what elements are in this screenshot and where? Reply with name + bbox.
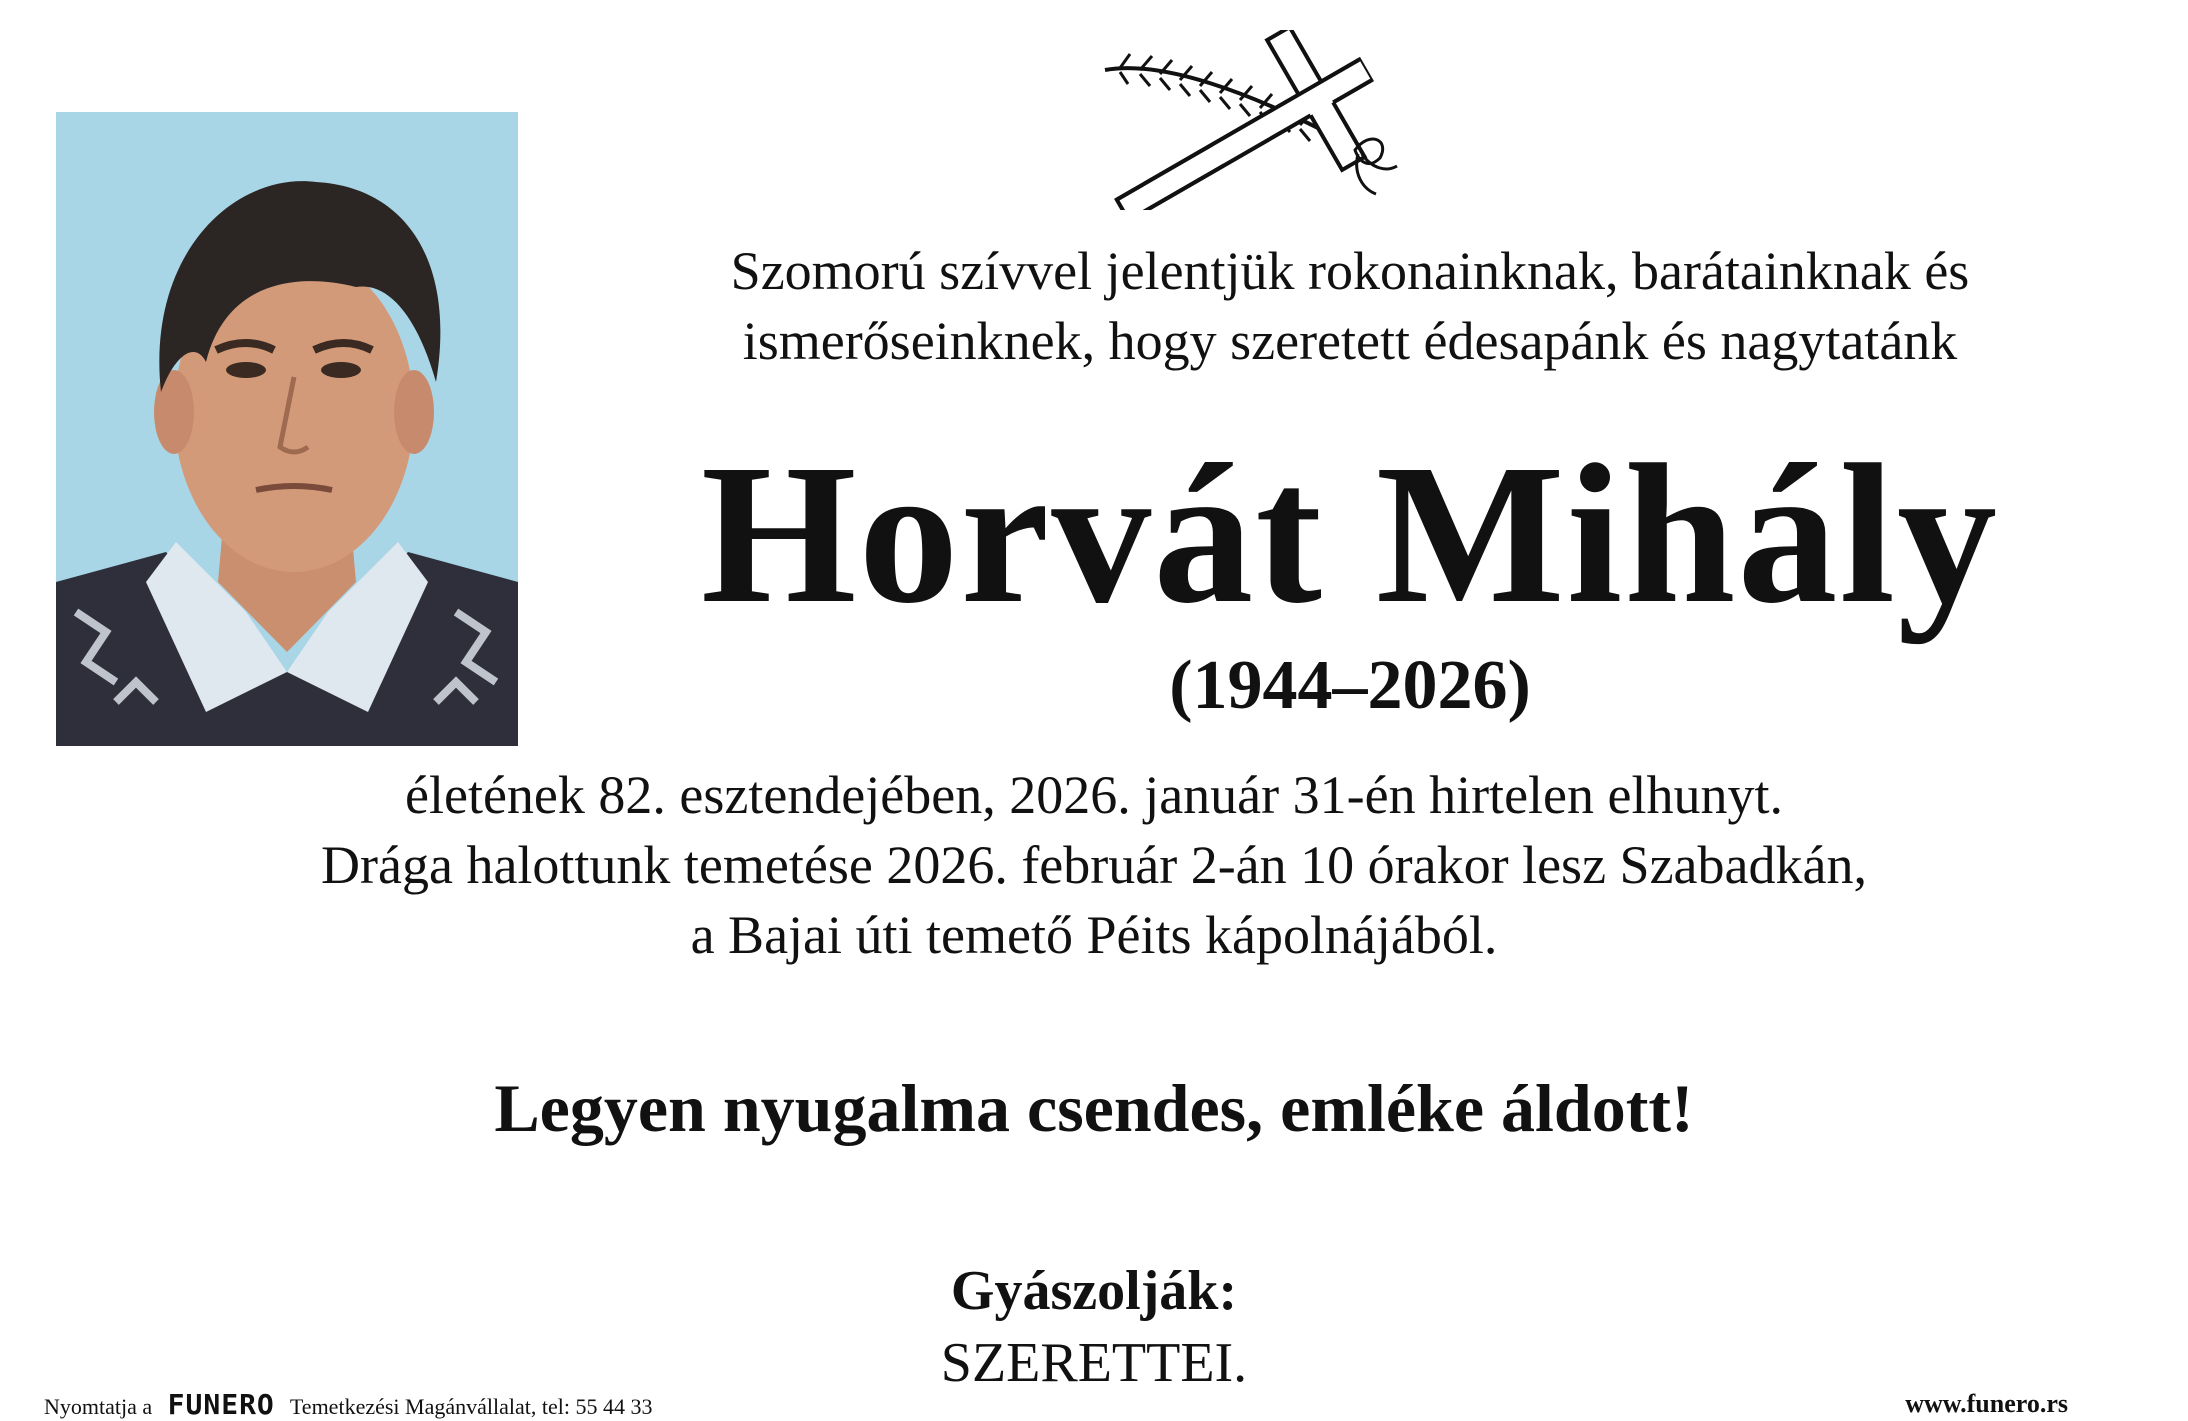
footer-printer: [44, 1388, 653, 1421]
farewell-text: Legyen nyugalma csendes, emléke áldott!: [494, 1070, 1694, 1146]
funeral-details: [100, 760, 2088, 970]
cross-palm-icon: [1100, 30, 1430, 210]
deceased-name: Horvát Mihály: [700, 424, 2000, 645]
funero-logo: FUNERO: [167, 1388, 275, 1421]
deceased-years: (1944–2026): [1169, 647, 1531, 724]
footer-prefix: Nyomtatja a: [44, 1394, 153, 1419]
intro-text: [600, 236, 2100, 376]
details-line-3: a Bajai úti temető Péits kápolnájából.: [690, 905, 1498, 965]
mourners-value: SZERETTEI.: [940, 1332, 1248, 1394]
details-line-2: Drága halottunk temetése 2026. február 2-án 10 órakor lesz Szabadkán,: [321, 835, 1867, 895]
intro-line-1: Szomorú szívvel jelentjük rokonainknak, barátainknak és: [730, 241, 1970, 301]
footer-suffix: Temetkezési Magánvállalat, tel: 55 44 33: [289, 1394, 653, 1419]
mourners-label: Gyászolják:: [950, 1260, 1238, 1322]
intro-line-2: ismerőseinknek, hogy szeretett édesapánk és nagytatánk: [742, 311, 1958, 371]
details-line-1: életének 82. esztendejében, 2026. január 31-én hirtelen elhunyt.: [405, 765, 1783, 825]
footer-website-link[interactable]: www.funero.rs: [1905, 1389, 2068, 1418]
portrait-photo: [56, 112, 518, 746]
